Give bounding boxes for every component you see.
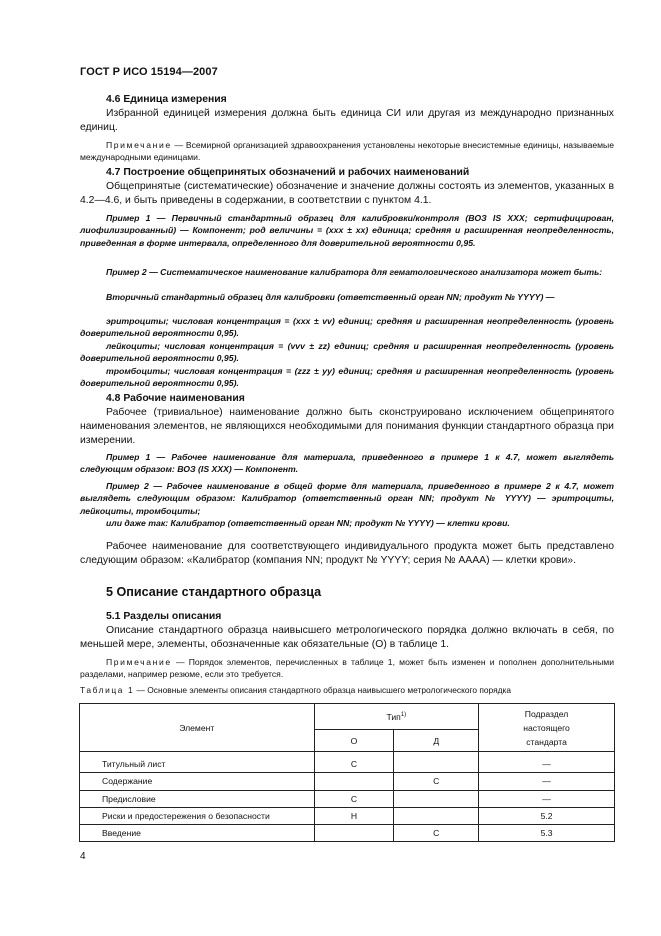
section-4-8-example-1: Пример 1 — Рабочее наименование для материала, приведенного в примере 1 к 4.7, может выглядеть следующим образом: ВОЗ (IS XXX) — Компонент.	[80, 452, 614, 475]
table-1	[79, 703, 615, 842]
table-cell-subsection: —	[479, 756, 615, 773]
table-cell-d	[394, 807, 479, 824]
table-cell-d: С	[394, 825, 479, 842]
note-text: — Всемирной организацией здравоохранения установлены некоторые внесистемные единицы, называемые международными единицами.	[80, 140, 614, 162]
table-cell-element: Предисловие	[80, 790, 315, 807]
section-4-6-title: 4.6 Единица измерения	[106, 94, 227, 105]
header-subsection: Подраздел настоящего стандарта	[479, 704, 615, 752]
table-cell-d: С	[394, 773, 479, 790]
section-4-7-example-1: Пример 1 — Первичный стандартный образец для калибровки/контроля (ВОЗ IS XXX; сертифицирован, лиофилизированный) — Компонент; род величины = (xxx ± xx) единица; средняя и расширенная неопределенность, приведенная в форме интервала, определенного для доверительной вероятности 0,95.	[80, 213, 614, 248]
note-label: Примечание	[106, 140, 172, 150]
table-cell-o: С	[314, 756, 394, 773]
section-4-7-example-2-line-4: тромбоциты; числовая концентрация = (zzz ± yy) единиц; средняя и расширенная неопределенность (уровень доверительной вероятности 0,95).	[80, 366, 614, 389]
table-row	[80, 756, 615, 773]
running-header: ГОСТ Р ИСО 15194—2007	[80, 66, 218, 78]
table-cell-element: Риски и предостережения о безопасности	[80, 807, 315, 824]
section-4-8-example-2: Пример 2 — Рабочее наименование в общей форме для материала, приведенного в примере 2 к 4.7, может выглядеть следующим образом: Калибратор (ответственный орган NN; продукт № YYYY) — эритроциты, лейкоциты, тромбоциты;	[80, 481, 614, 516]
table-row	[80, 773, 615, 790]
note-label: Примечание	[106, 657, 172, 667]
header-o: О	[314, 730, 394, 752]
header-element: Элемент	[80, 704, 315, 752]
table-cell-o	[314, 773, 394, 790]
table-cell-element: Содержание	[80, 773, 315, 790]
table-caption-text: — Основные элементы описания стандартного образца наивысшего метрологического порядка	[134, 685, 512, 695]
table-cell-element: Титульный лист	[80, 756, 315, 773]
section-5-title: 5 Описание стандартного образца	[106, 585, 322, 599]
section-4-7-example-2-intro: Пример 2 — Систематическое наименование калибратора для гематологического анализатора может быть:	[106, 267, 603, 277]
section-4-7-example-2-line-1: Вторичный стандартный образец для калибровки (ответственный орган NN; продукт № YYYY) —	[106, 292, 555, 302]
section-4-8-para-1: Рабочее (тривиальное) наименование должно быть сконструировано исключением общепринятого наименования элементов, не являющихся необходимыми для понимания функции стандартного образца при измерении.	[80, 407, 614, 446]
section-4-6-note	[80, 139, 614, 163]
table-cell-o	[314, 825, 394, 842]
table-row	[80, 790, 615, 807]
table-row	[80, 807, 615, 824]
section-5-1-title: 5.1 Разделы описания	[106, 611, 222, 622]
table-header-row	[80, 704, 615, 730]
header-type-footnote: 1)	[400, 711, 407, 718]
section-4-7-example-2-line-2: эритроциты; числовая концентрация = (xxx ± vv) единиц; средняя и расширенная неопределенность (уровень доверительной вероятности 0,95).	[80, 316, 614, 339]
header-d: Д	[394, 730, 479, 752]
table-body	[80, 756, 615, 842]
section-4-8-example-2-alt: или даже так: Калибратор (ответственный орган NN; продукт № YYYY) — клетки крови.	[106, 518, 510, 528]
table-cell-subsection: —	[479, 790, 615, 807]
table-cell-subsection: 5.3	[479, 825, 615, 842]
note-text: — Порядок элементов, перечисленных в таблице 1, может быть изменен и пополнен дополнительными разделами, например резюме, если это требуется.	[80, 657, 614, 679]
section-4-7-example-2-line-3: лейкоциты; числовая концентрация = (vvv ± zz) единиц; средняя и расширенная неопределенность (уровень доверительной вероятности 0,95).	[80, 341, 614, 364]
section-5-1-para: Описание стандартного образца наивысшего метрологического порядка должно включать в себя, по меньшей мере, элементы, обозначенные как обязательные (О) в таблице 1.	[80, 625, 614, 650]
table-cell-subsection: —	[479, 773, 615, 790]
section-4-7-title: 4.7 Построение общепринятых обозначений и рабочих наименований	[106, 167, 470, 178]
header-type-label: Тип	[386, 711, 401, 722]
table-cell-d	[394, 790, 479, 807]
table-cell-element: Введение	[80, 825, 315, 842]
header-type	[314, 704, 479, 730]
table-cell-o: С	[314, 790, 394, 807]
section-4-8-para-2: Рабочее наименование для соответствующего индивидуального продукта может быть представлено следующим образом: «Калибратор (компания NN; продукт № YYYY; серия № AAAA) — клетки крови».	[80, 541, 614, 566]
section-4-6-para: Избранной единицей измерения должна быть единица СИ или другая из международно признанных единиц.	[80, 108, 614, 133]
section-5-1-note	[80, 656, 614, 680]
table-cell-o: Н	[314, 807, 394, 824]
table-row	[80, 825, 615, 842]
section-4-7-para: Общепринятые (систематические) обозначение и значение должны состоять из элементов, указанных в 4.2—4.6, и быть приведены в содержании, в соответствии с пунктом 4.1.	[80, 181, 614, 206]
page-number: 4	[80, 851, 86, 862]
table-cell-subsection: 5.2	[479, 807, 615, 824]
section-4-8-title: 4.8 Рабочие наименования	[106, 393, 245, 404]
table-1-caption	[80, 685, 511, 695]
table-caption-label: Таблица 1	[80, 685, 135, 695]
table-cell-d	[394, 756, 479, 773]
